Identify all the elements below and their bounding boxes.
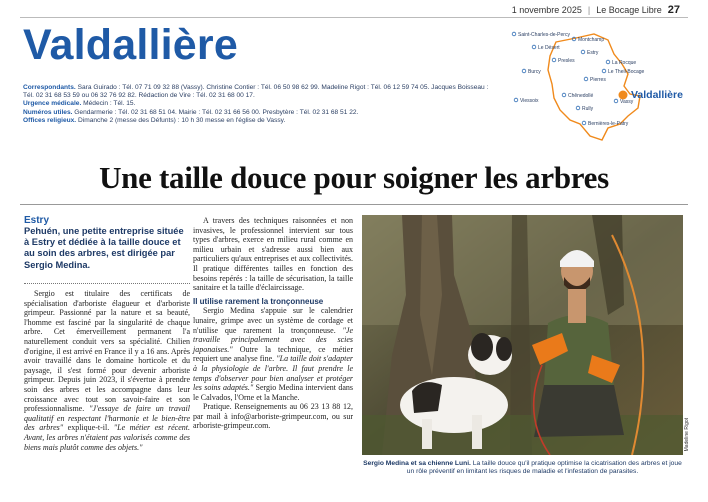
correspondants-text: Sara Guirado : Tél. 07 71 09 32 88 (Vassy). Christine Contier : Tél. 06 50 98 62 99. Madeline Rigot : Tél. 06 12 59 74 05. Jacques Boisseau : Tél. 02 31 68 53 59 ou 06 32 76 92 82. Rédaction de Vire : Tél. 02 31 68 00 17. — [23, 84, 489, 100]
place-label: Burcy — [528, 69, 541, 75]
article-column-1 — [24, 289, 190, 452]
caption-name: Sergio Medina et sa chienne Luni. — [363, 460, 471, 467]
place-label: Chênedollé — [568, 93, 594, 99]
article-photo — [362, 215, 683, 455]
commune-map — [490, 24, 690, 160]
lead-paragraph: Pehuén, une petite entreprise située à Estry et dédiée à la taille douce et au soin des arbres, est dirigée par Sergio Medina. — [24, 226, 184, 270]
place-dot — [512, 32, 516, 36]
issue-date: 1 novembre 2025 — [511, 5, 582, 15]
photo-illustration — [362, 215, 683, 455]
place-label: Le Désert — [538, 45, 560, 51]
offices-label: Offices religieux. — [23, 116, 77, 124]
place-label: Vassy — [620, 99, 634, 105]
subheading: Il utilise rarement la tronçonneuse — [193, 296, 324, 306]
body-paragraph — [24, 289, 190, 452]
offices-text: Dimanche 2 (messe des Défunts) : 10 h 30 messe en l'église de Vassy. — [76, 116, 286, 124]
place-label: Le Theil-Bocage — [608, 69, 645, 75]
body-text: Sergio Medina intervient dans le Calvados, l'Orne et la Manche. — [193, 383, 353, 402]
place-label: Montchamp — [578, 37, 605, 43]
masthead-rule — [20, 17, 688, 18]
correspondants-label: Correspondants. — [23, 84, 76, 91]
body-paragraph — [193, 306, 353, 402]
place-dot — [582, 121, 586, 125]
place-label: Bernières-le-Patry — [588, 121, 629, 127]
photo-caption — [362, 460, 683, 477]
page-number: 27 — [667, 4, 680, 16]
newspaper-name: Le Bocage Libre — [596, 5, 662, 15]
place-label: Estry — [587, 50, 599, 56]
place-dot — [606, 60, 610, 64]
section-title: Valdallière — [23, 21, 238, 69]
map-highlight-label: Valdallière — [631, 89, 683, 101]
practical-paragraph: Pratique. Renseignements au 06 23 13 88 12, par mail à info@arboriste-grimpeur.com, ou sur arboriste-grimpeur.com. — [193, 402, 353, 431]
place-dot — [562, 93, 566, 97]
caption-text: La taille douce qu'il pratique optimise la cicatrisation des arbres et joue un rôle préventif en limitant les risques de maladie et l'infestation de parasites. — [406, 460, 682, 476]
place-dot — [522, 69, 526, 73]
place-label: Rully — [582, 106, 594, 112]
article-column-2 — [193, 216, 353, 431]
body-paragraph: A travers des techniques raisonnées et non invasives, le professionnel intervient sur tous types d'arbres, exerce en milieu rural comme en milieu urbain et s'adresse aussi bien aux particuliers qu'aux entreprises et aux collectivités. Il pratique différentes tailles en fonction des besoins repérés : la taille de sécurisation, la taille sanitaire et la taille d'éclaircissage. — [193, 216, 353, 293]
place-label: Pierres — [590, 77, 606, 83]
numeros-text: Gendarmerie : Tél. 02 31 68 51 04. Mairie : Tél. 02 31 66 56 00. Presbytère : Tél. 02 31 68 51 22. — [72, 108, 359, 116]
place-label: Viessoix — [520, 98, 539, 104]
place-label: La Rocque — [612, 60, 637, 66]
urgence-label: Urgence médicale. — [23, 100, 82, 108]
headline: Une taille douce pour soigner les arbres — [99, 160, 609, 195]
urgence-text: Médecin : Tél. 15. — [81, 100, 136, 108]
map-labels — [512, 32, 644, 127]
kicker: Estry — [24, 215, 50, 226]
numeros-label: Numéros utiles. — [23, 108, 73, 116]
body-text: Sergio Medina s'appuie sur le calendrier lunaire, grimpe avec un système de cordage et n'utilise que rarement la tronçonneuse. — [193, 306, 353, 335]
place-dot — [581, 50, 585, 54]
masthead-separator: | — [587, 5, 591, 15]
place-dot — [514, 98, 518, 102]
quote: "Je travaille principalement avec des scies japonaises." — [193, 325, 353, 354]
lead-rule — [24, 283, 190, 284]
body-text: Sergio est titulaire des certificats de spécialisation d'arboriste élagueur et d'arboriste grimpeur. Passionné par la nature et sa beauté, l'homme est fasciné par la singularité de chaque arbre. Cet émerveillement permanent l'a naturellement conduit vers sa spécialité. Chilien d'origine, il est arrivé en France il y a 16 ans. Après avoir travaillé dans le domaine horticole et du paysage, il s'est formé pour devenir arboriste grimpeur. Depuis juin 2023, il s'évertue à prendre soin des arbres et les accompagne dans leur croissance avec tout son savoir-faire et son professionnalisme. — [24, 289, 190, 414]
quote: "J'essaye de faire un travail qualitatif en respectant l'harmonie et le bien-être des arbres" — [24, 404, 190, 433]
practical-info — [23, 84, 491, 125]
photo-credit: Madeline Rigot — [684, 418, 690, 452]
body-text: Outre la technique, ce métier requiert une analyse fine. — [193, 344, 353, 364]
place-dot — [552, 58, 556, 62]
place-dot — [532, 45, 536, 49]
quote: "Le métier est récent. Avant, les arbres n'étaient pas valorisés comme des biens mais plutôt comme des objets." — [24, 423, 191, 452]
place-dot — [576, 106, 580, 110]
quote: "La taille doit s'adapter à la physiologie de l'arbre. Il faut prendre le temps d'observer pour bien analyser et protéger les soins adaptés." — [193, 354, 353, 393]
place-dot — [584, 77, 588, 81]
place-label: Saint-Charles-de-Percy — [518, 32, 570, 38]
place-dot — [602, 69, 606, 73]
place-label: Presles — [558, 58, 575, 64]
masthead — [512, 4, 680, 16]
place-dot — [614, 99, 618, 103]
body-text: explique-t-il. — [63, 423, 110, 433]
headline-rule — [20, 204, 688, 205]
